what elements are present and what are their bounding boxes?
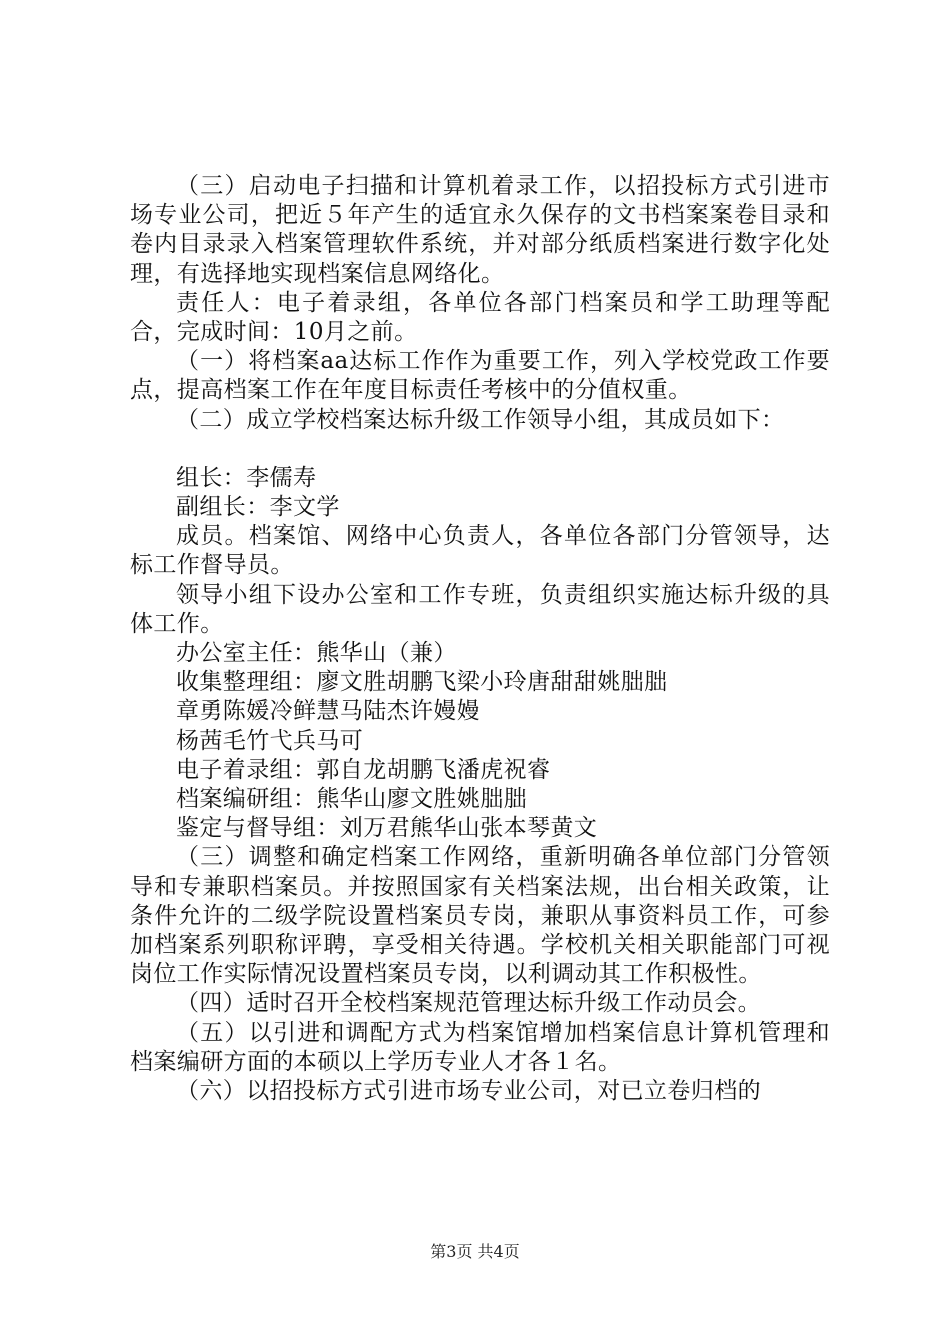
paragraph-section-4: （四）适时召开全校档案规范管理达标升级工作动员会。: [176, 990, 761, 1017]
paragraph-collection-group-cont-2: 杨茜毛竹弋兵马可: [176, 727, 364, 754]
paragraph-section-3-network: （三）调整和确定档案工作网络，重新明确各单位部门分管领导和专兼职档案员。并按照国家有关档案法规，出台相关政策，让条件允许的二级学院设置档案员专岗，兼职从事资料员工作，可参加档案系列职称评聘，享受相关待遇。学校机关相关职能部门可视岗位工作实际情况设置档案员专岗，以利调动其工作积极性。: [130, 844, 830, 988]
paragraph-section-3-scanning: （三）启动电子扫描和计算机着录工作，以招投标方式引进市场专业公司，把近５年产生的适宜永久保存的文书档案案卷目录和卷内目录录入档案管理软件系统，并对部分纸质档案进行数字化处理，有选择地实现档案信息网络化。: [130, 173, 830, 287]
paragraph-section-2: （二）成立学校档案达标升级工作领导小组，其成员如下：: [176, 406, 785, 433]
document-body: [130, 172, 830, 1106]
paragraph-section-1: （一）将档案aa达标工作作为重要工作，列入学校党政工作要点，提高档案工作在年度目标责任考核中的分值权重。: [130, 348, 830, 404]
paragraph-research-group: 档案编研组：熊华山廖文胜姚朏朏: [176, 786, 527, 813]
paragraph-collection-group-cont-1: 章勇陈媛冷鲜慧马陆杰许嫚嫚: [176, 698, 481, 725]
paragraph-appraisal-group: 鉴定与督导组：刘万君熊华山张本琴黄文: [176, 815, 598, 842]
paragraph-group-leader: 组长：李儒寿: [176, 464, 317, 491]
paragraph-responsible-person: 责任人：电子着录组，各单位各部门档案员和学工助理等配合，完成时间：10月之前。: [130, 289, 830, 346]
paragraph-deputy-leader: 副组长：李文学: [176, 494, 340, 521]
paragraph-electronic-group: 电子着录组：郭自龙胡鹏飞潘虎祝睿: [176, 756, 551, 783]
paragraph-office-director: 办公室主任：熊华山（兼）: [176, 640, 457, 667]
page-footer: 第3页 共4页: [430, 1242, 520, 1261]
paragraph-collection-group: 收集整理组：廖文胜胡鹏飞梁小玲唐甜甜姚朏朏: [176, 669, 668, 696]
paragraph-section-5: （五）以引进和调配方式为档案馆增加档案信息计算机管理和档案编研方面的本硕以上学历专业人才各１名。: [130, 1019, 830, 1075]
paragraph-members: 成员。档案馆、网络中心负责人，各单位各部门分管领导，达标工作督导员。: [130, 523, 830, 579]
paragraph-section-6: （六）以招投标方式引进市场专业公司，对已立卷归档的: [176, 1078, 761, 1105]
paragraph-office-setup: 领导小组下设办公室和工作专班，负责组织实施达标升级的具体工作。: [130, 581, 830, 637]
